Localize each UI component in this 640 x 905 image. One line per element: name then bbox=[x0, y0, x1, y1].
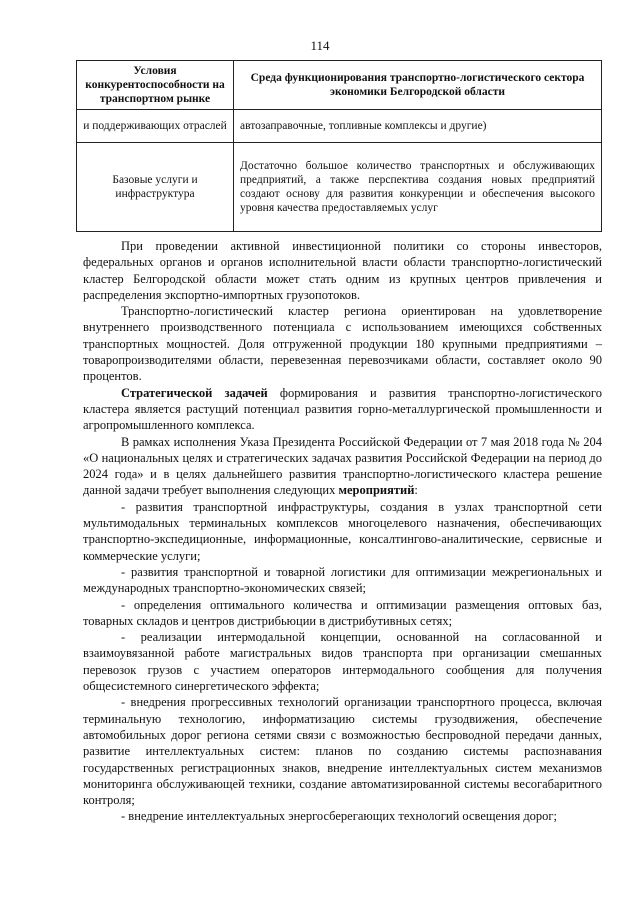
list-item: - развития транспортной и товарной логистики для оптимизации межрегиональных и международных транспортно-экономических связей; bbox=[83, 564, 602, 596]
bold-phrase: Стратегической задачей bbox=[121, 385, 268, 400]
list-item: - реализации интермодальной концепции, основанной на согласованной и взаимоувязанной работе магистральных видов транспорта при организации смешанных перевозок грузов с участием операторов интермодального сообщения для получения общесистемного синергетического эффекта; bbox=[83, 630, 602, 694]
conditions-table bbox=[76, 60, 602, 232]
paragraph bbox=[83, 385, 602, 434]
table-row bbox=[77, 143, 602, 232]
table-cell-condition: Базовые услуги и инфраструктура bbox=[77, 143, 234, 232]
table-header-conditions: Условия конкурентоспособности на транспортном рынке bbox=[77, 61, 234, 110]
page-number: 114 bbox=[310, 38, 330, 53]
list-item: - внедрение интеллектуальных энергосберегающих технологий освещения дорог; bbox=[121, 809, 558, 824]
paragraph-text: : bbox=[414, 483, 418, 498]
paragraph: При проведении активной инвестиционной политики со стороны инвесторов, федеральных органов и органов исполнительной власти области транспортно-логистический кластер Белгородской области может стать одним из крупных центров привлечения и распределения экспортно-импортных грузопотоков. bbox=[83, 239, 602, 302]
list-item: - определения оптимального количества и оптимизации размещения оптовых баз, товарных складов и центров дистрибьюции в дистрибутивных сетях; bbox=[83, 597, 602, 628]
list-item: - развития транспортной инфраструктуры, создания в узлах транспортной сети мультимодальных терминальных комплексов многоцелевого назначения, обеспечивающих транспортно-экспедиционные, информационные, консалтингово-аналитические, сервисные и коммерческие услуги; bbox=[83, 499, 602, 563]
paragraph: Транспортно-логистический кластер региона ориентирован на удовлетворение внутреннего производственного потенциала с использованием имеющихся собственных транспортных мощностей. Доля отгруженной продукции 180 крупными предприятиями – товаропроизводителями области, перевезенная перевозчиками области, составляет около 90 процентов. bbox=[83, 304, 602, 384]
table-header-environment: Среда функционирования транспортно-логистического сектора экономики Белгородской области bbox=[234, 61, 602, 110]
body-text bbox=[83, 238, 602, 825]
paragraph-text: В рамках исполнения Указа Президента Российской Федерации от 7 мая 2018 года № 204 «О национальных целях и стратегических задачах развития Российской Федерации на период до 2024 года» и в целях дальнейшего развития транспортно-логистического кластера решение данной задачи требует выполнения следующих bbox=[83, 434, 602, 498]
list-item: - внедрения прогрессивных технологий организации транспортного процесса, включая терминальную технологию, информатизацию системы грузодвижения, обеспечение автомобильных дорог региона сетями связи с возможностью беспроводной передачи данных, развитие интеллектуальных систем: планов по созданию системы распознавания государственных регистрационных знаков, внедрение интеллектуальных систем механизмов мониторинга обслуживающей техники, создание автоматизированной системы весогабаритного контроля; bbox=[83, 695, 602, 808]
bold-phrase: мероприятий bbox=[338, 483, 415, 498]
table-header-row bbox=[77, 61, 602, 110]
table-row bbox=[77, 110, 602, 143]
paragraph-text: формирования и развития транспортно-логистического кластера является растущий потенциал развития горно-металлургической промышленности и агропромышленного комплекса. bbox=[83, 385, 602, 433]
table-cell-condition: и поддерживающих отраслей bbox=[77, 110, 234, 143]
paragraph bbox=[83, 434, 602, 499]
table-cell-environment: Достаточно большое количество транспортных и обслуживающих предприятий, а также перспектива создания новых предприятий создают основу для развития конкуренции и обеспечения высокого уровня качества предоставляемых услуг bbox=[234, 143, 602, 232]
table-cell-environment: автозаправочные, топливные комплексы и другие) bbox=[234, 110, 602, 143]
